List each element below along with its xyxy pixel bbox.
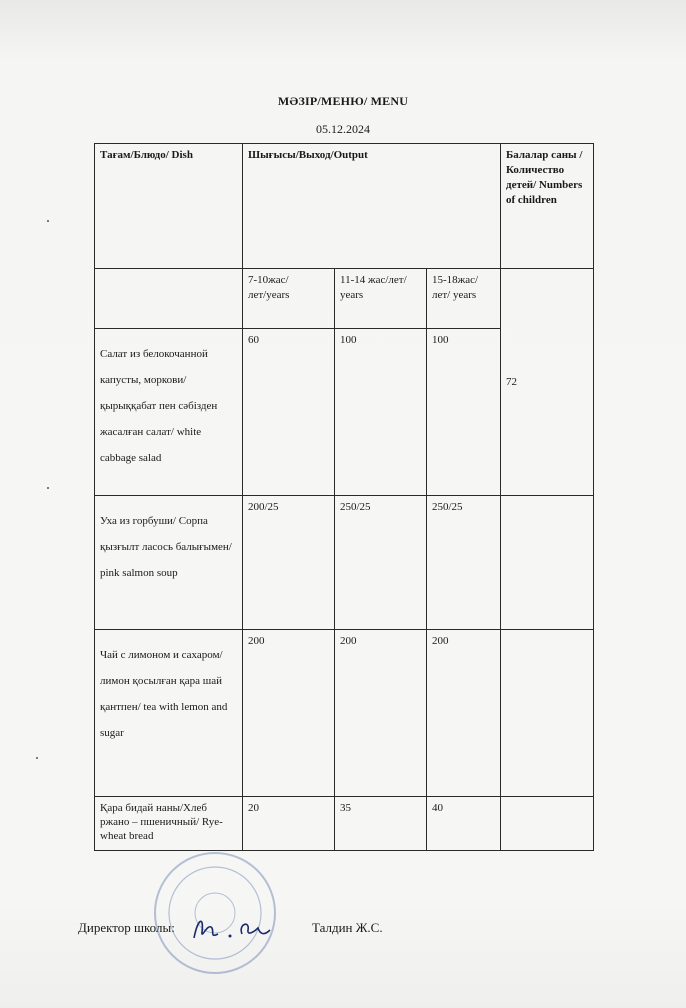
portion-7-10: 60 (243, 329, 335, 496)
children-count (501, 269, 594, 496)
children-header: Балалар саны /Количество детей/ Numbers of children (501, 144, 594, 269)
scan-speck (47, 220, 49, 222)
dish-name: Салат из белокочанной капусты, моркови/ қырыққабат пен сәбізден жасалған салат/ white cabbage salad (95, 329, 243, 496)
director-signature (190, 908, 280, 948)
empty-cell (501, 797, 594, 851)
children-count-value: 72 (506, 375, 517, 388)
table-row (95, 630, 594, 797)
table-header-row (95, 144, 594, 269)
portion-15-18: 100 (427, 329, 501, 496)
portion-7-10: 200/25 (243, 496, 335, 630)
empty-cell (501, 496, 594, 630)
portion-11-14: 200 (335, 630, 427, 797)
age-group-7-10: 7-10жас/лет/years (243, 269, 335, 329)
director-name: Талдин Ж.С. (312, 920, 383, 935)
portion-15-18: 40 (427, 797, 501, 851)
portion-11-14: 100 (335, 329, 427, 496)
scan-speck (36, 757, 38, 759)
output-header: Шығысы/Выход/Output (243, 144, 501, 269)
dish-name: Уха из горбуши/ Сорпа қызғылт ласось балығымен/ pink salmon soup (95, 496, 243, 630)
age-group-15-18: 15-18жас/лет/ years (427, 269, 501, 329)
table-row (95, 496, 594, 630)
dish-name: Чай с лимоном и сахаром/ лимон қосылған қара шай қантпен/ tea with lemon and sugar (95, 630, 243, 797)
menu-table (94, 143, 594, 851)
empty-cell (95, 269, 243, 329)
empty-cell (501, 630, 594, 797)
dish-name: Қара бидай наны/Хлеб ржано – пшеничный/ Rye-wheat bread (95, 797, 243, 851)
portion-11-14: 250/25 (335, 496, 427, 630)
portion-11-14: 35 (335, 797, 427, 851)
portion-15-18: 200 (427, 630, 501, 797)
table-row (95, 797, 594, 851)
document-title: МӘЗІР/МЕНЮ/ MENU (277, 94, 409, 108)
age-group-11-14: 11-14 жас/лет/ years (335, 269, 427, 329)
portion-7-10: 20 (243, 797, 335, 851)
portion-7-10: 200 (243, 630, 335, 797)
portion-15-18: 250/25 (427, 496, 501, 630)
document-date: 05.12.2024 (316, 122, 370, 136)
director-label: Директор школы: (78, 920, 175, 935)
age-group-row (95, 269, 594, 329)
dish-header: Тағам/Блюдо/ Dish (95, 144, 243, 269)
scan-speck (47, 487, 49, 489)
